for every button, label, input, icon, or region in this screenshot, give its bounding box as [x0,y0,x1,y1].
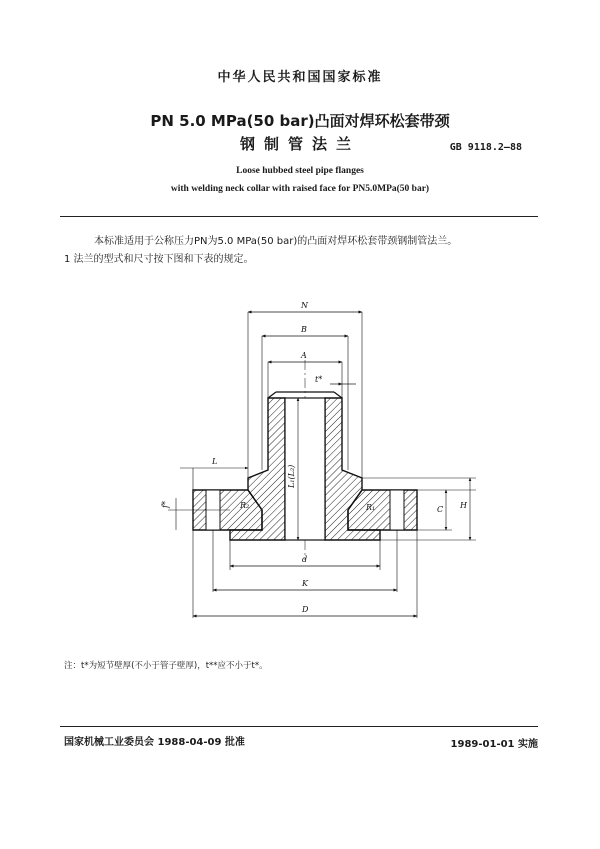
label-N: N [301,301,308,310]
label-R1: R₁ [366,503,376,512]
english-title-2: with welding neck collar with raised face for PN5.0MPa(50 bar) [170,184,430,194]
label-d: d [302,555,308,564]
approval-issuer: 国家机械工业委员会 1988-04-09 批准 [64,737,245,748]
label-f-star: f* [161,501,170,508]
standard-code: GB 9118.2—88 [449,142,522,153]
label-R2: R₂ [240,501,250,510]
english-title-1: Loose hubbed steel pipe flanges [236,166,364,176]
scope-paragraph: 本标准适用于公称压力PN为5.0 MPa(50 bar)的凸面对焊环松套带颈钢制管法兰。 [94,236,458,247]
figure-note: 注：t*为短节壁厚(不小于管子壁厚)，t**应不小于t*。 [64,661,268,671]
label-t-star: t* [315,375,323,384]
label-H: H [460,501,467,510]
label-K: K [302,579,308,588]
effective-date: 1989-01-01 实施 [450,739,538,750]
label-B: B [301,325,307,334]
label-D: D [302,605,309,614]
bottom-rule [60,726,538,727]
title-line-1: PN 5.0 MPa(50 bar)凸面对焊环松套带颈 [150,112,450,130]
standard-name: 中华人民共和国国家标准 [217,70,383,85]
bolt-hole-right [390,490,404,530]
label-C: C [437,505,444,514]
label-L1: L₁(L₂) [287,464,296,488]
clause-1: 1 法兰的型式和尺寸按下图和下表的规定。 [64,254,254,265]
title-line-2: 钢制管法兰 [239,135,360,153]
label-L: L [212,457,218,466]
label-A: A [301,351,307,360]
